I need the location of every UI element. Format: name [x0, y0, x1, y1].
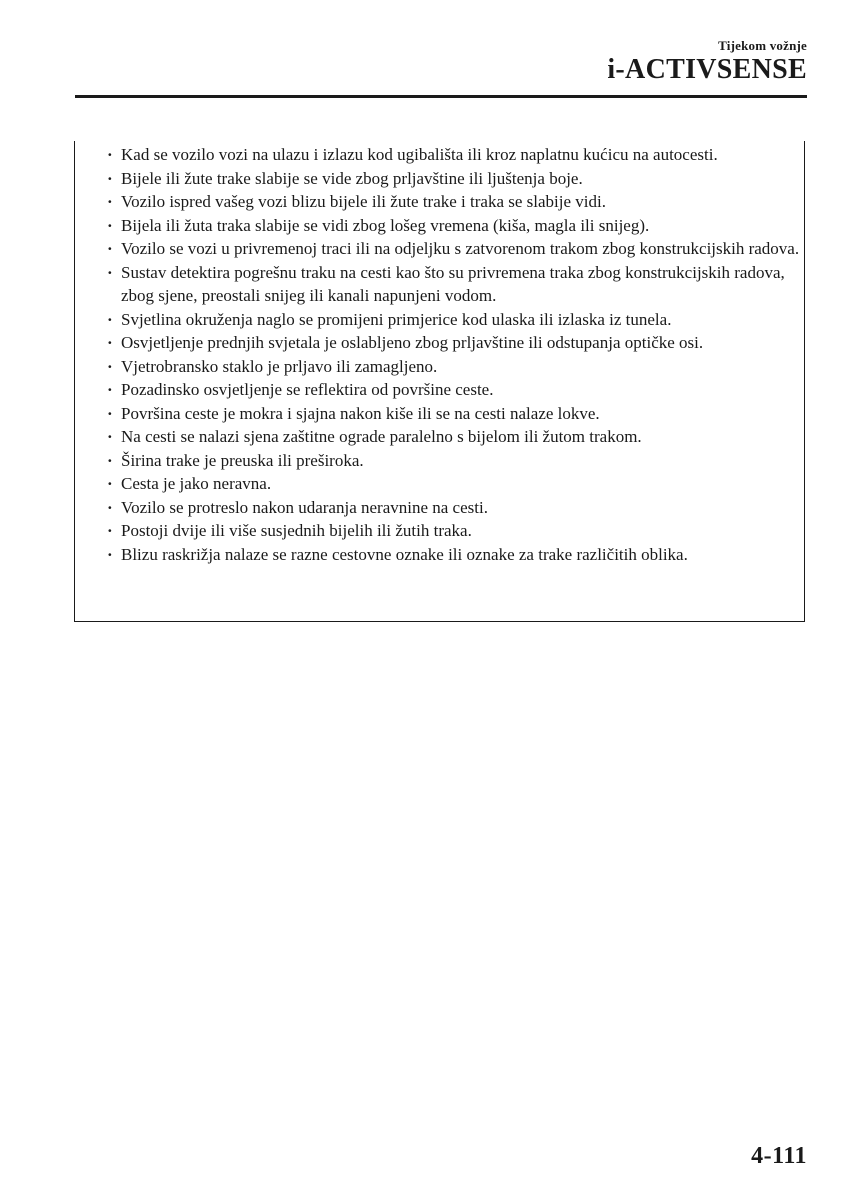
list-item: · Vozilo se vozi u privremenoj traci ili na odjeljku s zatvorenom trakom zbog konstrukcijskih radova.	[107, 237, 804, 261]
page-title: i-ACTIVSENSE	[607, 54, 807, 85]
list-item: · Vozilo se protreslo nakon udaranja neravnine na cesti.	[107, 496, 804, 520]
header-divider	[75, 95, 807, 98]
list-item: · Blizu raskrižja nalaze se razne cestovne oznake ili oznake za trake različitih oblika.	[107, 543, 804, 567]
list-item: · Na cesti se nalazi sjena zaštitne ograde paralelno s bijelom ili žutom trakom.	[107, 425, 804, 449]
page-number: 4-111	[751, 1143, 807, 1169]
list-item: · Vozilo ispred vašeg vozi blizu bijele ili žute trake i traka se slabije vidi.	[107, 190, 804, 214]
list-item: · Površina ceste je mokra i sjajna nakon kiše ili se na cesti nalaze lokve.	[107, 402, 804, 426]
list-item: · Vjetrobransko staklo je prljavo ili zamagljeno.	[107, 355, 804, 379]
list-item: · Pozadinsko osvjetljenje se reflektira od površine ceste.	[107, 378, 804, 402]
section-heading: Tijekom vožnje	[718, 38, 807, 53]
list-item: · Osvjetljenje prednjih svjetala je oslabljeno zbog prljavštine ili odstupanja optičke osi.	[107, 331, 804, 355]
notes-box	[74, 141, 805, 622]
list-item: · Postoji dvije ili više susjednih bijelih ili žutih traka.	[107, 519, 804, 543]
list-item: · Sustav detektira pogrešnu traku na cesti kao što su privremena traka zbog konstrukcijskih radova, zbog sjene, preostali snijeg ili kanali napunjeni vodom.	[107, 261, 804, 308]
list-item: · Kad se vozilo vozi na ulazu i izlazu kod ugibališta ili kroz naplatnu kućicu na autocesti.	[107, 143, 804, 167]
list-item: · Bijele ili žute trake slabije se vide zbog prljavštine ili ljuštenja boje.	[107, 167, 804, 191]
list-item: · Bijela ili žuta traka slabije se vidi zbog lošeg vremena (kiša, magla ili snijeg).	[107, 214, 804, 238]
list-item: · Cesta je jako neravna.	[107, 472, 804, 496]
list-item: · Širina trake je preuska ili preširoka.	[107, 449, 804, 473]
notes-list	[75, 141, 804, 566]
list-item: · Svjetlina okruženja naglo se promijeni primjerice kod ulaska ili izlaska iz tunela.	[107, 308, 804, 332]
